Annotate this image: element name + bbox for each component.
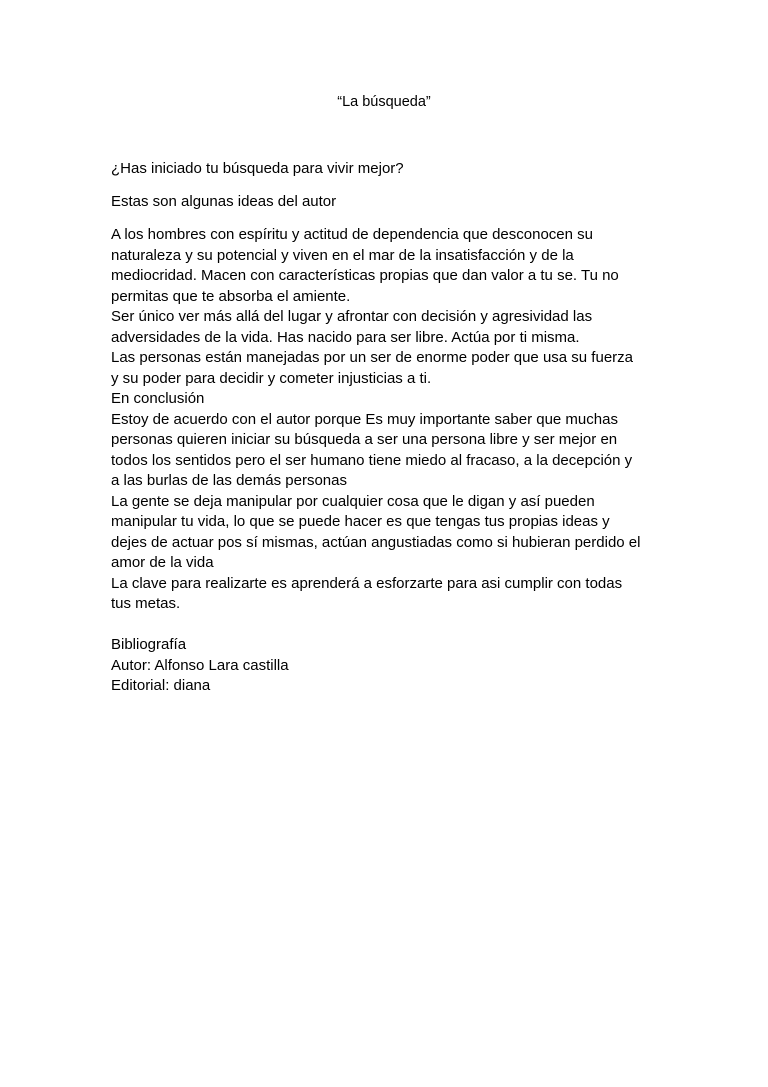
text-line: tus metas. [111,595,181,612]
text-line: adversidades de la vida. Has nacido para ser libre. Actúa por ti misma. [111,328,580,346]
text-line: y su poder para decidir y cometer injusticias a ti. [111,369,432,387]
text-line: personas quieren iniciar su búsqueda a ser una persona libre y ser mejor en [111,431,618,448]
text-line: manipular tu vida, lo que se puede hacer es que tengas tus propias ideas y [111,513,610,530]
bibliography-author: Autor: Alfonso Lara castilla [111,656,289,674]
text-line: permitas que te absorba el amiente. [111,287,351,305]
text-line: a las burlas de las demás personas [111,472,347,489]
bibliography-publisher: Editorial: diana [111,677,211,694]
text-line: Las personas están manejadas por un ser de enorme poder que usa su fuerza [111,349,633,366]
text-line: Ser único ver más allá del lugar y afrontar con decisión y agresividad las [111,308,593,325]
text-line: todos los sentidos pero el ser humano tiene miedo al fracaso, a la decepción y [111,451,633,469]
text-line: La gente se deja manipular por cualquier cosa que le digan y así pueden [111,492,595,510]
conclusion-heading: En conclusión [111,390,205,407]
intro-line: Estas son algunas ideas del autor [111,193,337,210]
bibliography-heading: Bibliografía [111,636,187,653]
text-line: Estoy de acuerdo con el autor porque Es muy importante saber que muchas [111,410,618,428]
bibliography-section [111,635,671,697]
text-line: amor de la vida [111,554,214,571]
opening-question: ¿Has iniciado tu búsqueda para vivir mejor? [111,160,404,177]
text-line: La clave para realizarte es aprenderá a esforzarte para asi cumplir con todas [111,574,623,592]
text-line: naturaleza y su potencial y viven en el mar de la insatisfacción y de la [111,246,574,264]
text-line: dejes de actuar pos sí mismas, actúan angustiadas como si hubieran perdido el [111,533,641,551]
document-title: “La búsqueda” [337,94,431,110]
main-paragraphs [111,225,671,615]
text-line: A los hombres con espíritu y actitud de dependencia que desconocen su [111,226,593,243]
text-line: mediocridad. Macen con características propias que dan valor a tu se. Tu no [111,267,619,284]
